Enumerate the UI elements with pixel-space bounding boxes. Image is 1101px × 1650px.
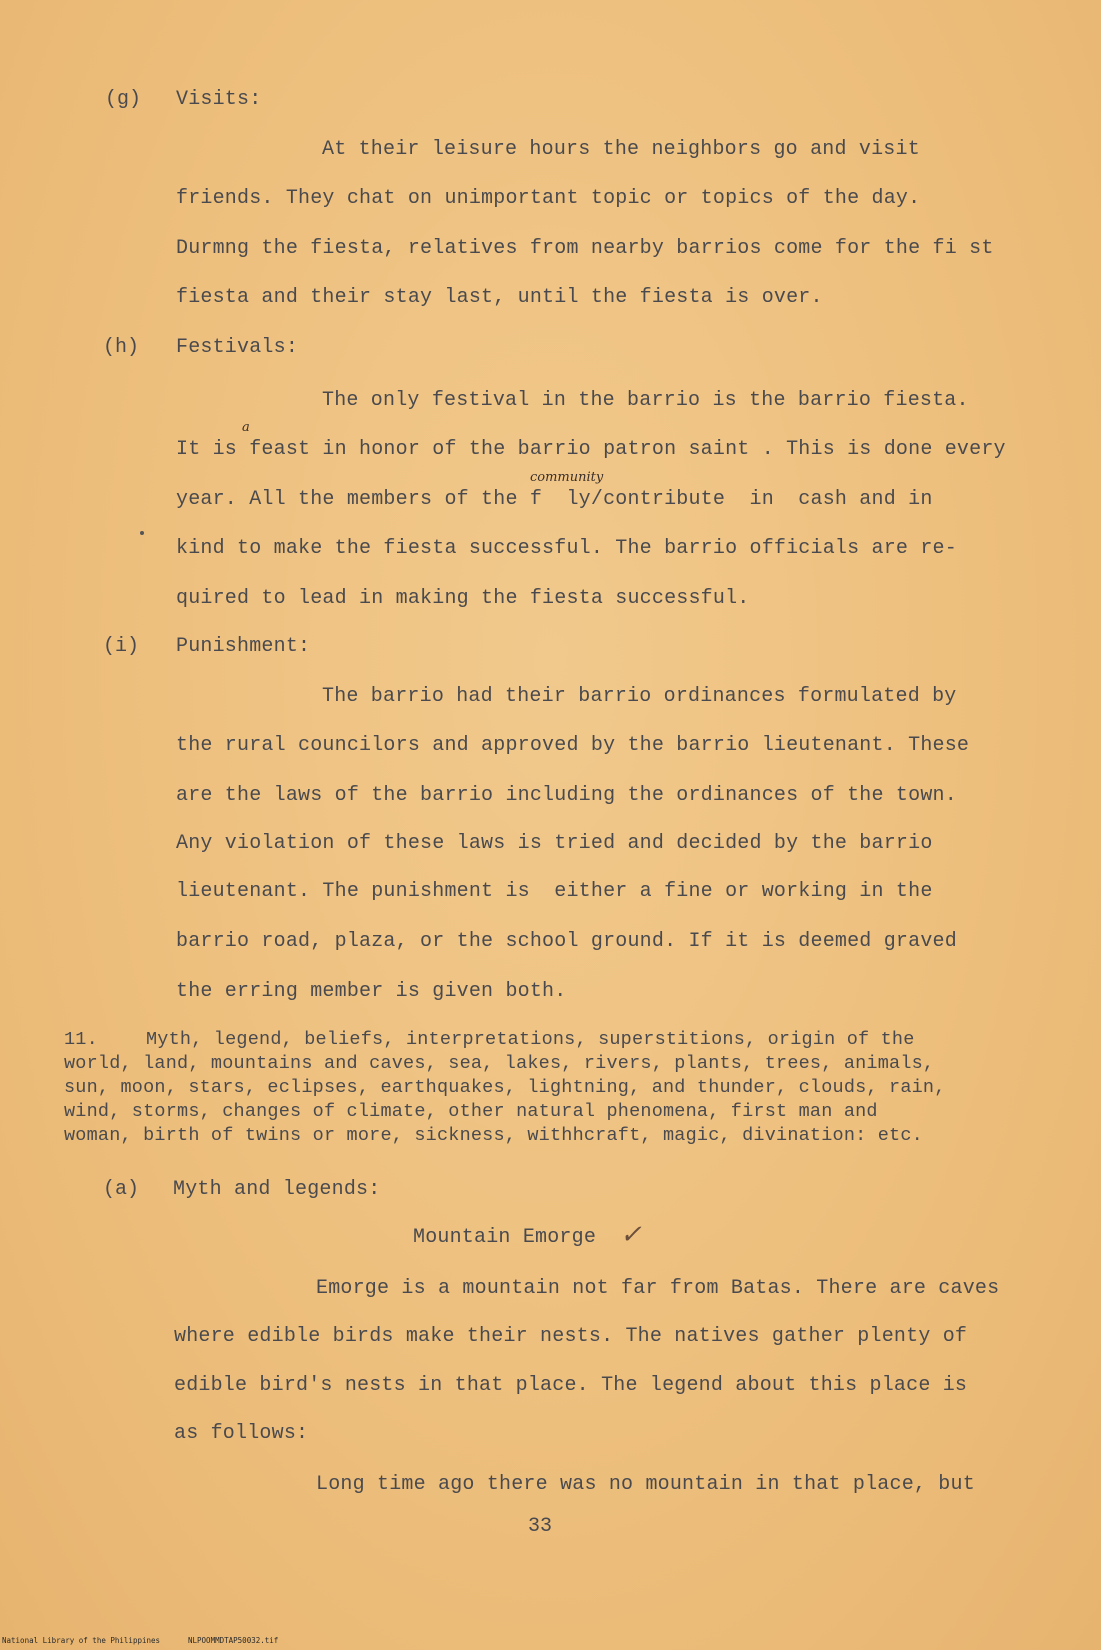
punishment-line-6: barrio road, plaza, or the school ground. If it is deemed graved — [176, 930, 957, 953]
section-i-marker: (i) — [103, 635, 140, 658]
item-11-line-2: world, land, mountains and caves, sea, lakes, rivers, plants, trees, animals, — [64, 1053, 935, 1074]
section-i-title: Punishment: — [176, 635, 311, 658]
section-h-title: Festivals: — [176, 336, 299, 359]
margin-dot — [140, 531, 144, 535]
punishment-line-1: The barrio had their barrio ordinances formulated by — [322, 685, 957, 708]
legend-line-4: as follows: — [174, 1422, 309, 1445]
legend-line-3: edible bird's nests in that place. The legend about this place is — [174, 1374, 968, 1397]
legend-title: Mountain Emorge — [413, 1226, 597, 1249]
section-g-marker: (g) — [105, 88, 142, 111]
checkmark-icon: ✓ — [620, 1220, 642, 1250]
festivals-line-4: kind to make the fiesta successful. The barrio officials are re- — [176, 537, 957, 560]
visits-line-4: fiesta and their stay last, until the fiesta is over. — [176, 286, 823, 309]
visits-line-1: At their leisure hours the neighbors go and visit — [322, 138, 920, 161]
legend-line-2: where edible birds make their nests. The natives gather plenty of — [174, 1325, 968, 1348]
legend-line-1: Emorge is a mountain not far from Batas. There are caves — [316, 1277, 1000, 1300]
festivals-line-3: year. All the members of the f ly/contribute in cash and in — [176, 488, 933, 511]
footer-library: National Library of the Philippines — [2, 1636, 161, 1645]
punishment-line-5: lieutenant. The punishment is either a fine or working in the — [176, 880, 933, 903]
punishment-line-2: the rural councilors and approved by the barrio lieutenant. These — [176, 734, 970, 757]
punishment-line-4: Any violation of these laws is tried and decided by the barrio — [176, 832, 933, 855]
item-11-line-1: Myth, legend, beliefs, interpretations, superstitions, origin of the — [146, 1029, 915, 1050]
festivals-line-1: The only festival in the barrio is the barrio fiesta. — [322, 389, 969, 412]
page-number: 33 — [528, 1515, 553, 1538]
visits-line-2: friends. They chat on unimportant topic or topics of the day. — [176, 187, 921, 210]
item-11-line-5: woman, birth of twins or more, sickness, withhcraft, magic, divination: etc. — [64, 1125, 923, 1146]
festivals-line-5: quired to lead in making the fiesta successful. — [176, 587, 750, 610]
item-11-number: 11. — [64, 1029, 98, 1050]
punishment-line-3: are the laws of the barrio including the ordinances of the town. — [176, 784, 957, 807]
visits-line-3: Durmng the fiesta, relatives from nearby barrios come for the fi st — [176, 237, 994, 260]
section-g-title: Visits: — [176, 88, 262, 111]
section-a-title: Myth and legends: — [173, 1178, 381, 1201]
legend-line-5: Long time ago there was no mountain in that place, but — [316, 1473, 975, 1496]
festivals-line-2: It is feast in honor of the barrio patron saint . This is done every — [176, 438, 1006, 461]
footer-filename: NLPOOMMDTAP50032.tif — [188, 1636, 279, 1645]
item-11-line-4: wind, storms, changes of climate, other natural phenomena, first man and — [64, 1101, 878, 1122]
handwritten-a: a — [242, 420, 250, 435]
handwritten-community: community — [530, 470, 604, 485]
section-a-marker: (a) — [103, 1178, 140, 1201]
item-11-line-3: sun, moon, stars, eclipses, earthquakes, lightning, and thunder, clouds, rain, — [64, 1077, 946, 1098]
punishment-line-7: the erring member is given both. — [176, 980, 567, 1003]
section-h-marker: (h) — [103, 336, 140, 359]
